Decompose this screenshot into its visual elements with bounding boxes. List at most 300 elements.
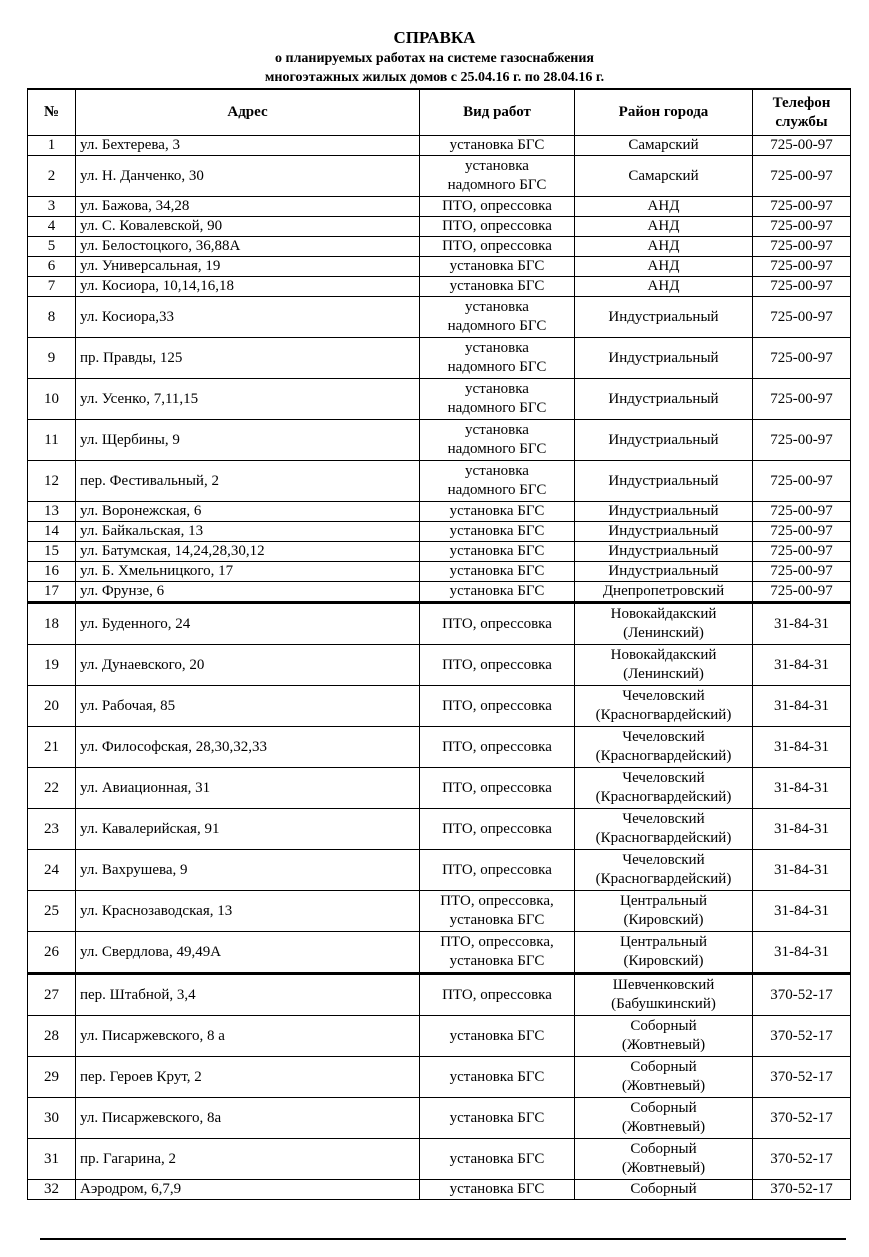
cell-district (575, 603, 753, 645)
cell-phone-text: 725-00-97 (770, 472, 833, 489)
cell-phone (753, 420, 851, 461)
cell-address (76, 379, 420, 420)
cell-number (28, 338, 76, 379)
cell-work-type (420, 1098, 575, 1139)
cell-district (575, 768, 753, 809)
cell-phone-text: 725-00-97 (770, 198, 833, 214)
cell-address (76, 277, 420, 297)
cell-phone-text: 370-52-17 (770, 1027, 833, 1044)
cell-district-text: Чечеловский (622, 770, 705, 786)
cell-number-text: 27 (44, 986, 59, 1003)
table-row (28, 1180, 851, 1200)
cell-work-type (420, 974, 575, 1016)
cell-phone-text: 31-84-31 (774, 943, 829, 960)
cell-work-type (420, 891, 575, 932)
cell-address-text: ул. Философская, 28,30,32,33 (80, 738, 267, 755)
cell-address-text: ул. Н. Данченко, 30 (80, 167, 204, 184)
cell-district-text: Индустриальный (608, 308, 719, 325)
cell-number (28, 645, 76, 686)
cell-number (28, 136, 76, 156)
cell-address-text: ул. Байкальская, 13 (80, 523, 204, 539)
cell-work-type (420, 136, 575, 156)
table-row (28, 237, 851, 257)
cell-phone-text: 725-00-97 (770, 349, 833, 366)
cell-phone (753, 727, 851, 768)
table-row (28, 932, 851, 974)
cell-district-text: Соборный (630, 1059, 697, 1075)
cell-phone-text: 31-84-31 (774, 697, 829, 714)
cell-phone-text: 725-00-97 (770, 137, 833, 153)
cell-address (76, 1180, 420, 1200)
cell-address (76, 217, 420, 237)
cell-phone (753, 1016, 851, 1057)
table-row (28, 768, 851, 809)
cell-phone-text: 31-84-31 (774, 656, 829, 673)
cell-address-text: ул. Вахрушева, 9 (80, 861, 188, 878)
cell-address (76, 809, 420, 850)
cell-district-text: (Кировский) (623, 953, 704, 969)
cell-work-type-text: ПТО, опрессовка (442, 238, 552, 254)
cell-work-type-text: ПТО, опрессовка (442, 615, 552, 632)
cell-address (76, 338, 420, 379)
cell-number-text: 3 (47, 198, 56, 214)
cell-address-text: ул. Дунаевского, 20 (80, 656, 205, 673)
cell-district (575, 156, 753, 197)
table-row (28, 603, 851, 645)
cell-number (28, 582, 76, 603)
cell-district (575, 522, 753, 542)
header-district: Район города (575, 89, 753, 136)
cell-district-text: Центральный (619, 893, 707, 909)
cell-district-text: Соборный (630, 1018, 697, 1034)
cell-work-type-text: установка БГС (449, 1109, 545, 1126)
cell-address (76, 645, 420, 686)
cell-number-text: 8 (47, 308, 56, 325)
cell-phone-text: 725-00-97 (770, 431, 833, 448)
cell-number-text: 13 (44, 503, 59, 519)
cell-work-type-text: ПТО, опрессовка (442, 779, 552, 796)
cell-number (28, 379, 76, 420)
cell-district-text: Индустриальный (608, 472, 719, 489)
cell-phone-text: 31-84-31 (774, 861, 829, 878)
table-row (28, 809, 851, 850)
cell-number (28, 420, 76, 461)
cell-number-text: 14 (44, 523, 59, 539)
cell-address-text: ул. Авиационная, 31 (80, 779, 211, 796)
cell-district-text: Индустриальный (608, 390, 719, 407)
cell-number (28, 502, 76, 522)
document-subtitle-line-2: многоэтажных жилых домов с 25.04.16 г. по 28.04.16 г. (264, 70, 605, 85)
cell-district-text: Шевченковский (612, 977, 715, 993)
cell-district-text: (Красногвардейский) (595, 707, 732, 723)
cell-phone (753, 217, 851, 237)
cell-district (575, 562, 753, 582)
cell-work-type-text: ПТО, опрессовка (442, 861, 552, 878)
cell-work-type-text: надомного БГС (447, 318, 547, 334)
cell-work-type (420, 277, 575, 297)
cell-address-text: ул. Буденного, 24 (80, 615, 191, 632)
cell-work-type (420, 809, 575, 850)
cell-work-type-text: ПТО, опрессовка (442, 986, 552, 1003)
cell-district (575, 257, 753, 277)
cell-district-text: Центральный (619, 934, 707, 950)
cell-district (575, 420, 753, 461)
cell-work-type-text: ПТО, опрессовка (442, 820, 552, 837)
cell-work-type (420, 768, 575, 809)
cell-work-type-text: надомного БГС (447, 177, 547, 193)
cell-number-text: 9 (47, 349, 56, 366)
cell-number (28, 1139, 76, 1180)
cell-number-text: 6 (47, 258, 56, 274)
cell-address-text: ул. Универсальная, 19 (80, 258, 221, 274)
table-row (28, 217, 851, 237)
cell-phone (753, 850, 851, 891)
cell-phone (753, 156, 851, 197)
cell-phone (753, 603, 851, 645)
cell-district-text: Чечеловский (622, 852, 705, 868)
cell-address-text: пер. Фестивальный, 2 (80, 472, 219, 489)
cell-number (28, 522, 76, 542)
cell-address-text: ул. Батумская, 14,24,28,30,12 (80, 543, 265, 559)
cell-phone (753, 297, 851, 338)
cell-phone-text: 31-84-31 (774, 779, 829, 796)
cell-address (76, 768, 420, 809)
cell-district (575, 686, 753, 727)
cell-work-type-text: надомного БГС (447, 400, 547, 416)
cell-address-text: пр. Правды, 125 (80, 349, 183, 366)
cell-address-text: пр. Гагарина, 2 (80, 1150, 177, 1167)
cell-number-text: 22 (44, 779, 59, 796)
cell-number-text: 12 (44, 472, 59, 489)
table-row (28, 1098, 851, 1139)
table-row (28, 891, 851, 932)
cell-work-type (420, 603, 575, 645)
cell-work-type-text: установка БГС (449, 1068, 545, 1085)
cell-work-type (420, 257, 575, 277)
cell-address (76, 156, 420, 197)
table-header-row (28, 89, 851, 136)
cell-district (575, 932, 753, 974)
cell-district-text: Индустриальный (608, 523, 719, 539)
cell-work-type-text: ПТО, опрессовка (442, 218, 552, 234)
cell-work-type (420, 217, 575, 237)
cell-district-text: Чечеловский (622, 729, 705, 745)
cell-address (76, 237, 420, 257)
cell-phone (753, 197, 851, 217)
cell-phone (753, 1139, 851, 1180)
cell-work-type-text: установка БГС (449, 543, 545, 559)
cell-number-text: 17 (44, 583, 59, 599)
cell-district-text: Самарский (628, 167, 699, 184)
cell-number (28, 257, 76, 277)
cell-work-type-text: установка БГС (449, 1150, 545, 1167)
cell-number (28, 297, 76, 338)
cell-address-text: ул. Воронежская, 6 (80, 503, 202, 519)
cell-phone-text: 31-84-31 (774, 902, 829, 919)
cell-work-type-text: установка БГС (449, 278, 545, 294)
cell-work-type-text: ПТО, опрессовка (442, 738, 552, 755)
cell-district-text: Новокайдакский (610, 647, 717, 663)
cell-address (76, 1098, 420, 1139)
cell-district (575, 1016, 753, 1057)
cell-address-text: ул. С. Ковалевской, 90 (80, 218, 223, 234)
cell-district-text: АНД (647, 258, 680, 274)
cell-district-text: (Красногвардейский) (595, 748, 732, 764)
cell-district (575, 136, 753, 156)
cell-district-text: Индустриальный (608, 431, 719, 448)
cell-phone (753, 562, 851, 582)
table-row (28, 277, 851, 297)
cell-district (575, 727, 753, 768)
cell-address-text: ул. Косиора,33 (80, 308, 175, 325)
cell-phone (753, 136, 851, 156)
cell-address-text: пер. Штабной, 3,4 (80, 986, 196, 1003)
cell-work-type (420, 338, 575, 379)
cell-address (76, 197, 420, 217)
cell-number-text: 15 (44, 543, 59, 559)
cell-number (28, 1057, 76, 1098)
cell-work-type-text: ПТО, опрессовка (442, 656, 552, 673)
table-row (28, 1016, 851, 1057)
cell-work-type (420, 727, 575, 768)
cell-address (76, 850, 420, 891)
cell-phone-text: 725-00-97 (770, 238, 833, 254)
cell-number-text: 20 (44, 697, 59, 714)
cell-district-text: (Кировский) (623, 912, 704, 928)
cell-phone-text: 31-84-31 (774, 738, 829, 755)
cell-district-text: АНД (647, 238, 680, 254)
cell-district-text: (Жовтневый) (621, 1037, 706, 1053)
cell-work-type (420, 562, 575, 582)
table-row (28, 502, 851, 522)
cell-address (76, 1057, 420, 1098)
cell-work-type-text: установка (465, 422, 529, 438)
cell-phone-text: 31-84-31 (774, 820, 829, 837)
cell-work-type-text: установка (465, 340, 529, 356)
cell-work-type-text: установка БГС (449, 137, 545, 153)
cell-district-text: Соборный (630, 1141, 697, 1157)
cell-phone-text: 370-52-17 (770, 1109, 833, 1126)
cell-phone-text: 725-00-97 (770, 258, 833, 274)
cell-number-text: 2 (47, 167, 56, 184)
cell-work-type (420, 379, 575, 420)
cell-phone-text: 725-00-97 (770, 167, 833, 184)
cell-district-text: Индустриальный (608, 503, 719, 519)
cell-work-type-text: надомного БГС (447, 359, 547, 375)
cell-phone-text: 370-52-17 (770, 1150, 833, 1167)
cell-phone (753, 237, 851, 257)
cell-district (575, 1180, 753, 1200)
cell-phone (753, 542, 851, 562)
cell-number-text: 30 (44, 1109, 59, 1126)
cell-work-type (420, 156, 575, 197)
cell-address-text: ул. Белостоцкого, 36,88А (80, 238, 241, 254)
cell-address-text: ул. Кавалерийская, 91 (80, 820, 220, 837)
cell-district (575, 297, 753, 338)
cell-phone-text: 31-84-31 (774, 615, 829, 632)
table-row (28, 338, 851, 379)
cell-phone-text: 725-00-97 (770, 583, 833, 599)
cell-phone (753, 1098, 851, 1139)
cell-district (575, 237, 753, 257)
cell-phone (753, 686, 851, 727)
cell-address (76, 727, 420, 768)
table-row (28, 542, 851, 562)
cell-phone-text: 725-00-97 (770, 563, 833, 579)
cell-phone (753, 768, 851, 809)
cell-district-text: (Жовтневый) (621, 1119, 706, 1135)
cell-district (575, 461, 753, 502)
cell-work-type-text: ПТО, опрессовка, (440, 934, 554, 950)
cell-number-text: 19 (44, 656, 59, 673)
cell-work-type (420, 461, 575, 502)
table-row (28, 1139, 851, 1180)
table-row (28, 156, 851, 197)
cell-work-type-text: надомного БГС (447, 441, 547, 457)
cell-work-type (420, 502, 575, 522)
cell-phone (753, 461, 851, 502)
cell-district (575, 197, 753, 217)
cell-address (76, 420, 420, 461)
header-address: Адрес (76, 89, 420, 136)
cell-address-text: ул. Б. Хмельницкого, 17 (80, 563, 234, 579)
cell-phone (753, 502, 851, 522)
cell-address (76, 522, 420, 542)
cell-address-text: ул. Бажова, 34,28 (80, 198, 190, 214)
cell-address-text: ул. Усенко, 7,11,15 (80, 390, 199, 407)
cell-district-text: Индустриальный (608, 349, 719, 366)
cell-district (575, 582, 753, 603)
cell-work-type-text: установка БГС (449, 1027, 545, 1044)
cell-address (76, 1016, 420, 1057)
cell-district-text: АНД (647, 198, 680, 214)
cell-district-text: Чечеловский (622, 688, 705, 704)
works-table (27, 88, 851, 1200)
cell-phone (753, 1057, 851, 1098)
page-bottom-divider (40, 1238, 846, 1240)
cell-number (28, 1180, 76, 1200)
cell-work-type-text: установка БГС (449, 583, 545, 599)
cell-phone (753, 257, 851, 277)
cell-phone (753, 932, 851, 974)
table-row (28, 522, 851, 542)
cell-district-text: Чечеловский (622, 811, 705, 827)
cell-number (28, 237, 76, 257)
cell-work-type (420, 420, 575, 461)
document-subtitle-line-1: о планируемых работах на системе газоснабжения (275, 51, 594, 66)
table-row (28, 727, 851, 768)
table-body (28, 136, 851, 1200)
cell-phone-text: 725-00-97 (770, 390, 833, 407)
cell-address-text: ул. Писаржевского, 8а (80, 1109, 222, 1126)
cell-number-text: 29 (44, 1068, 59, 1085)
cell-district-text: (Ленинский) (623, 625, 704, 641)
cell-number (28, 1016, 76, 1057)
cell-number-text: 1 (47, 137, 56, 153)
cell-district-text: Индустриальный (608, 563, 719, 579)
document-title: СПРАВКА (393, 28, 476, 47)
cell-number-text: 16 (44, 563, 59, 579)
cell-district (575, 338, 753, 379)
cell-work-type (420, 297, 575, 338)
table-row (28, 379, 851, 420)
cell-work-type (420, 850, 575, 891)
cell-work-type (420, 932, 575, 974)
cell-work-type (420, 542, 575, 562)
cell-district-text: (Ленинский) (623, 666, 704, 682)
cell-number (28, 727, 76, 768)
cell-address-text: пер. Героев Крут, 2 (80, 1068, 202, 1085)
cell-number (28, 974, 76, 1016)
cell-work-type-text: установка (465, 463, 529, 479)
cell-address (76, 136, 420, 156)
cell-number (28, 277, 76, 297)
cell-district (575, 850, 753, 891)
cell-work-type-text: установка БГС (449, 953, 545, 969)
table-row (28, 850, 851, 891)
cell-number-text: 24 (44, 861, 59, 878)
cell-work-type-text: установка (465, 158, 529, 174)
cell-number (28, 217, 76, 237)
cell-address (76, 502, 420, 522)
cell-address (76, 1139, 420, 1180)
cell-work-type-text: установка (465, 381, 529, 397)
cell-work-type-text: установка БГС (449, 1181, 545, 1197)
cell-number-text: 28 (44, 1027, 59, 1044)
cell-number (28, 542, 76, 562)
cell-district-text: (Красногвардейский) (595, 871, 732, 887)
table-row (28, 461, 851, 502)
cell-address-text: ул. Краснозаводская, 13 (80, 902, 233, 919)
cell-phone-text: 725-00-97 (770, 308, 833, 325)
cell-work-type (420, 1016, 575, 1057)
cell-address (76, 297, 420, 338)
cell-work-type-text: установка БГС (449, 503, 545, 519)
cell-district-text: (Жовтневый) (621, 1078, 706, 1094)
table-row (28, 645, 851, 686)
cell-phone-text: 725-00-97 (770, 278, 833, 294)
cell-district (575, 542, 753, 562)
cell-phone-text: 370-52-17 (770, 1068, 833, 1085)
cell-district-text: АНД (647, 218, 680, 234)
cell-number-text: 32 (44, 1181, 59, 1197)
cell-address-text: ул. Свердлова, 49,49А (80, 943, 222, 960)
cell-number-text: 5 (47, 238, 56, 254)
cell-number (28, 1098, 76, 1139)
table-row (28, 974, 851, 1016)
cell-district (575, 1139, 753, 1180)
cell-number-text: 10 (44, 390, 59, 407)
header-phone-line-2: службы (775, 113, 828, 130)
cell-number-text: 21 (44, 738, 59, 755)
cell-phone-text: 725-00-97 (770, 218, 833, 234)
cell-address (76, 461, 420, 502)
table-row (28, 686, 851, 727)
cell-number (28, 603, 76, 645)
cell-phone (753, 645, 851, 686)
table-row (28, 297, 851, 338)
cell-district (575, 645, 753, 686)
cell-phone (753, 809, 851, 850)
cell-phone (753, 974, 851, 1016)
cell-district-text: Днепропетровский (602, 583, 725, 599)
cell-work-type-text: ПТО, опрессовка (442, 198, 552, 214)
cell-work-type (420, 1180, 575, 1200)
cell-phone (753, 891, 851, 932)
header-phone (753, 89, 851, 136)
cell-address-text: ул. Косиора, 10,14,16,18 (80, 278, 235, 294)
cell-number (28, 686, 76, 727)
